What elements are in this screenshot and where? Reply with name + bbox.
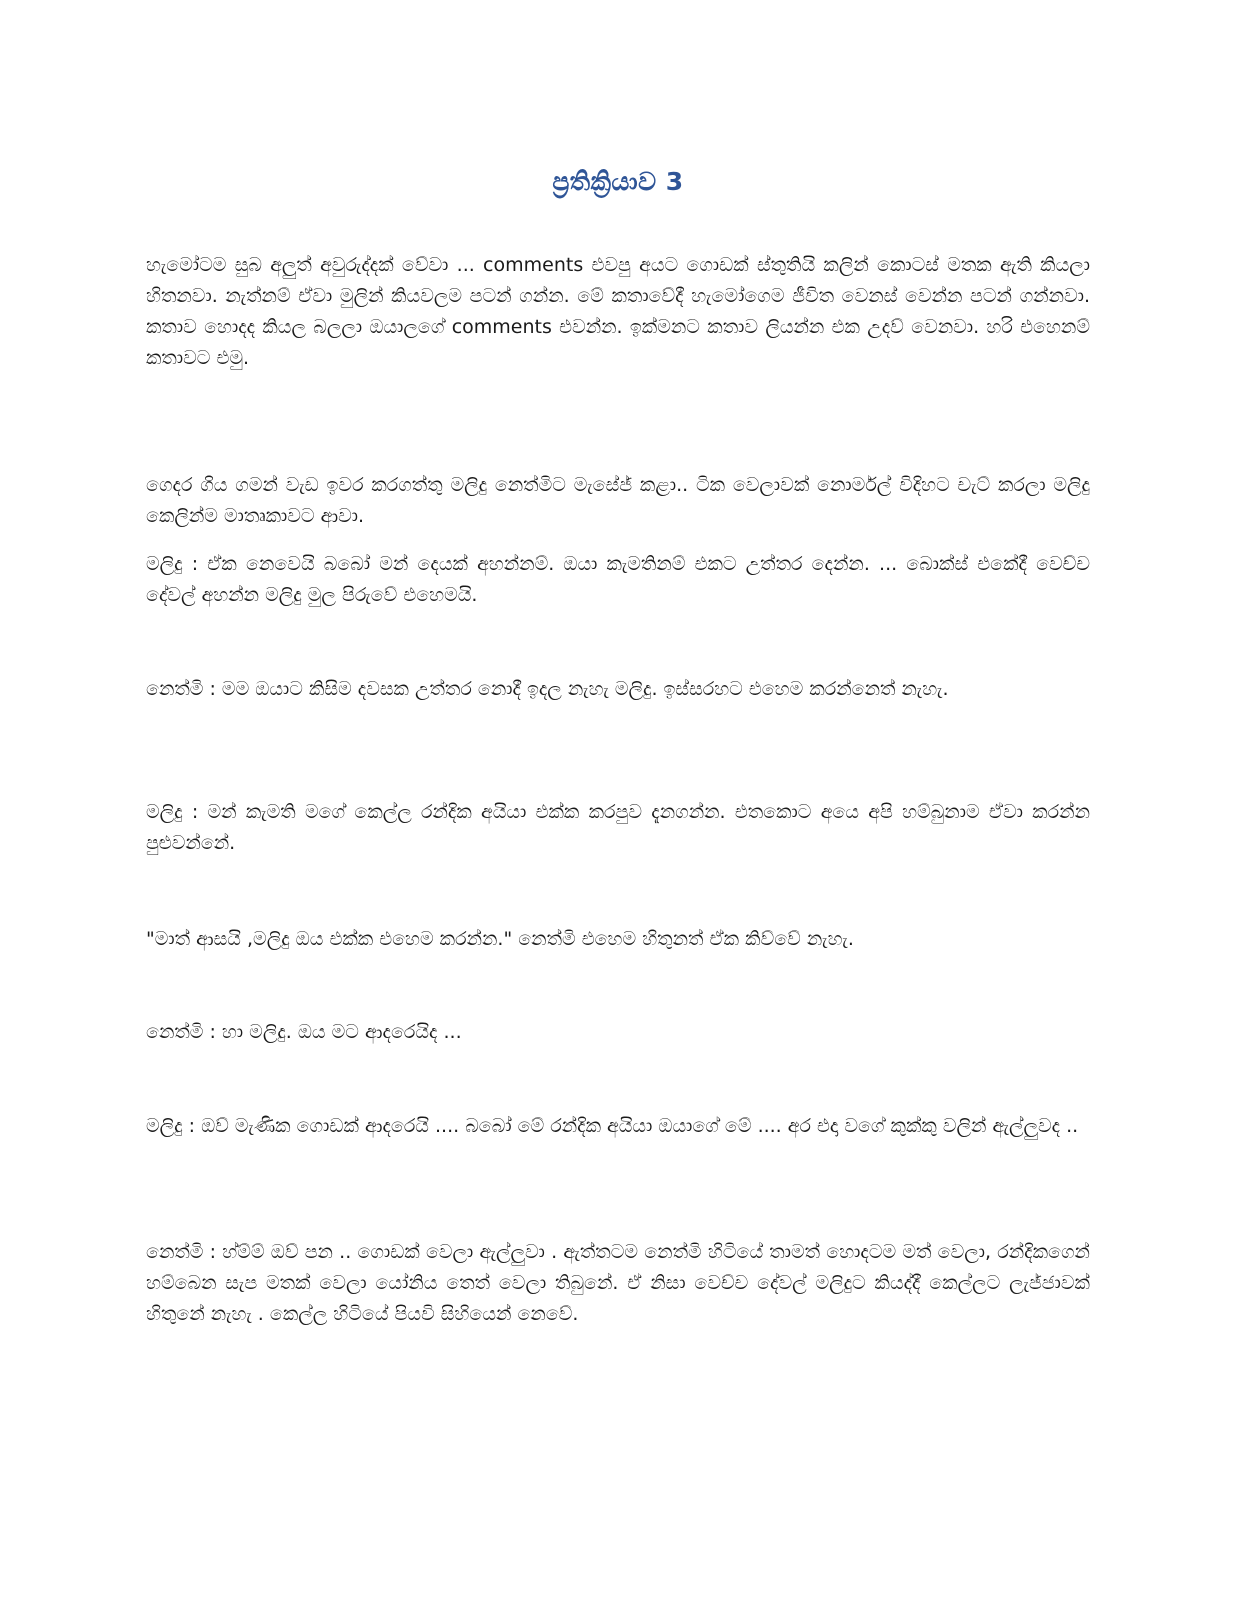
dialogue-paragraph: මලිදු : ඔව් මැණික ගොඩක් ආදරෙයි .... බබෝ මේ රන්දික අයියා ඔයාගේ මේ .... අර එදා වගේ කුක්කු වලින් ඇල්ලුවද .. bbox=[146, 1115, 1079, 1137]
dialogue-paragraph: මලිදු : මන් කැමති මගේ කෙල්ල රන්දික අයියා එක්ක කරපුව දැනගන්න. එතකොට අයෙ අපි හම්බුනාම ඒවා කරන්න පුළුවන්නේ. bbox=[146, 801, 1090, 854]
story-paragraph: "මාත් ආසයි ,මලිදු ඔය එක්ක එහෙම කරන්න." නෙත්මි එහෙම හිතුනත් ඒක කිව්වේ නැහැ. bbox=[146, 928, 854, 950]
dialogue-paragraph: නෙත්මි : මම ඔයාට කිසිම දවසක උත්තර නොදී ඉදල නැහැ මලිදු. ඉස්සරහට එහෙම කරන්නෙත් නැහැ. bbox=[146, 678, 949, 700]
dialogue-paragraph: නෙත්මි : හ්ම්ම් ඔව් පන .. ගොඩක් වෙලා ඇල්ලුවා . ඇත්තටම නෙත්මි හිටියේ තාමත් හොදටම මත් වෙලා, රන්දිකගෙන් හම්බෙන සැප මතක් වෙලා යෝනිය තෙත් වෙලා තිබුනේ. ඒ නිසා වෙච්ච දේවල් මලිදුට කියද්දී කෙල්ලට ලැජ්ජාවක් හිතුනේ නැහැ . කෙල්ල හිටියේ පියවි සිහියෙන් නෙවේ. bbox=[146, 1241, 1090, 1325]
intro-paragraph: හැමෝටම සුබ අලුත් අවුරුද්දක් වේවා ... comments එවපු අයට ගොඩක් ස්තුතියි කලින් කොටස් මතක ඇති කියලා හිතනවා. නැත්නම් ඒවා මුලින් කියවලම පටන් ගන්න. මේ කතාවේදී හැමෝගෙම ජීවිත වෙනස් වෙන්න පටන් ගන්නවා. කතාව හොදද කියල බලලා ඔයාලගේ comments එවන්න. ඉක්මනට කතාව ලියන්න එක උදව් වෙනවා. හරි එහෙනම් කතාවට එමු. bbox=[146, 254, 1090, 369]
page-title: ප්‍රතික්‍රියාව 3 bbox=[552, 166, 684, 196]
story-paragraph: ගෙදර ගිය ගමන් වැඩ ඉවර කරගත්තු මලිදු නෙත්මිට මැසේජ් කළා.. ටික වෙලාවක් නොර්මල් විදිහට චැට් කරලා මලිදු කෙලින්ම මාතෘකාවට ආවා. bbox=[146, 474, 1090, 527]
dialogue-paragraph: මලිදු : ඒක නෙවෙයි බබෝ මන් දෙයක් අහන්නම්. ඔයා කැමතිනම් එකට උත්තර දෙන්න. ... බොක්ස් එකේදී වෙච්ච දේවල් අහන්න මලිදු මුල පිරුවේ එහෙමයි. bbox=[146, 553, 1090, 606]
dialogue-paragraph: නෙත්මි : හා මලිදු. ඔය මට ආදරෙයිද ... bbox=[146, 1021, 462, 1043]
